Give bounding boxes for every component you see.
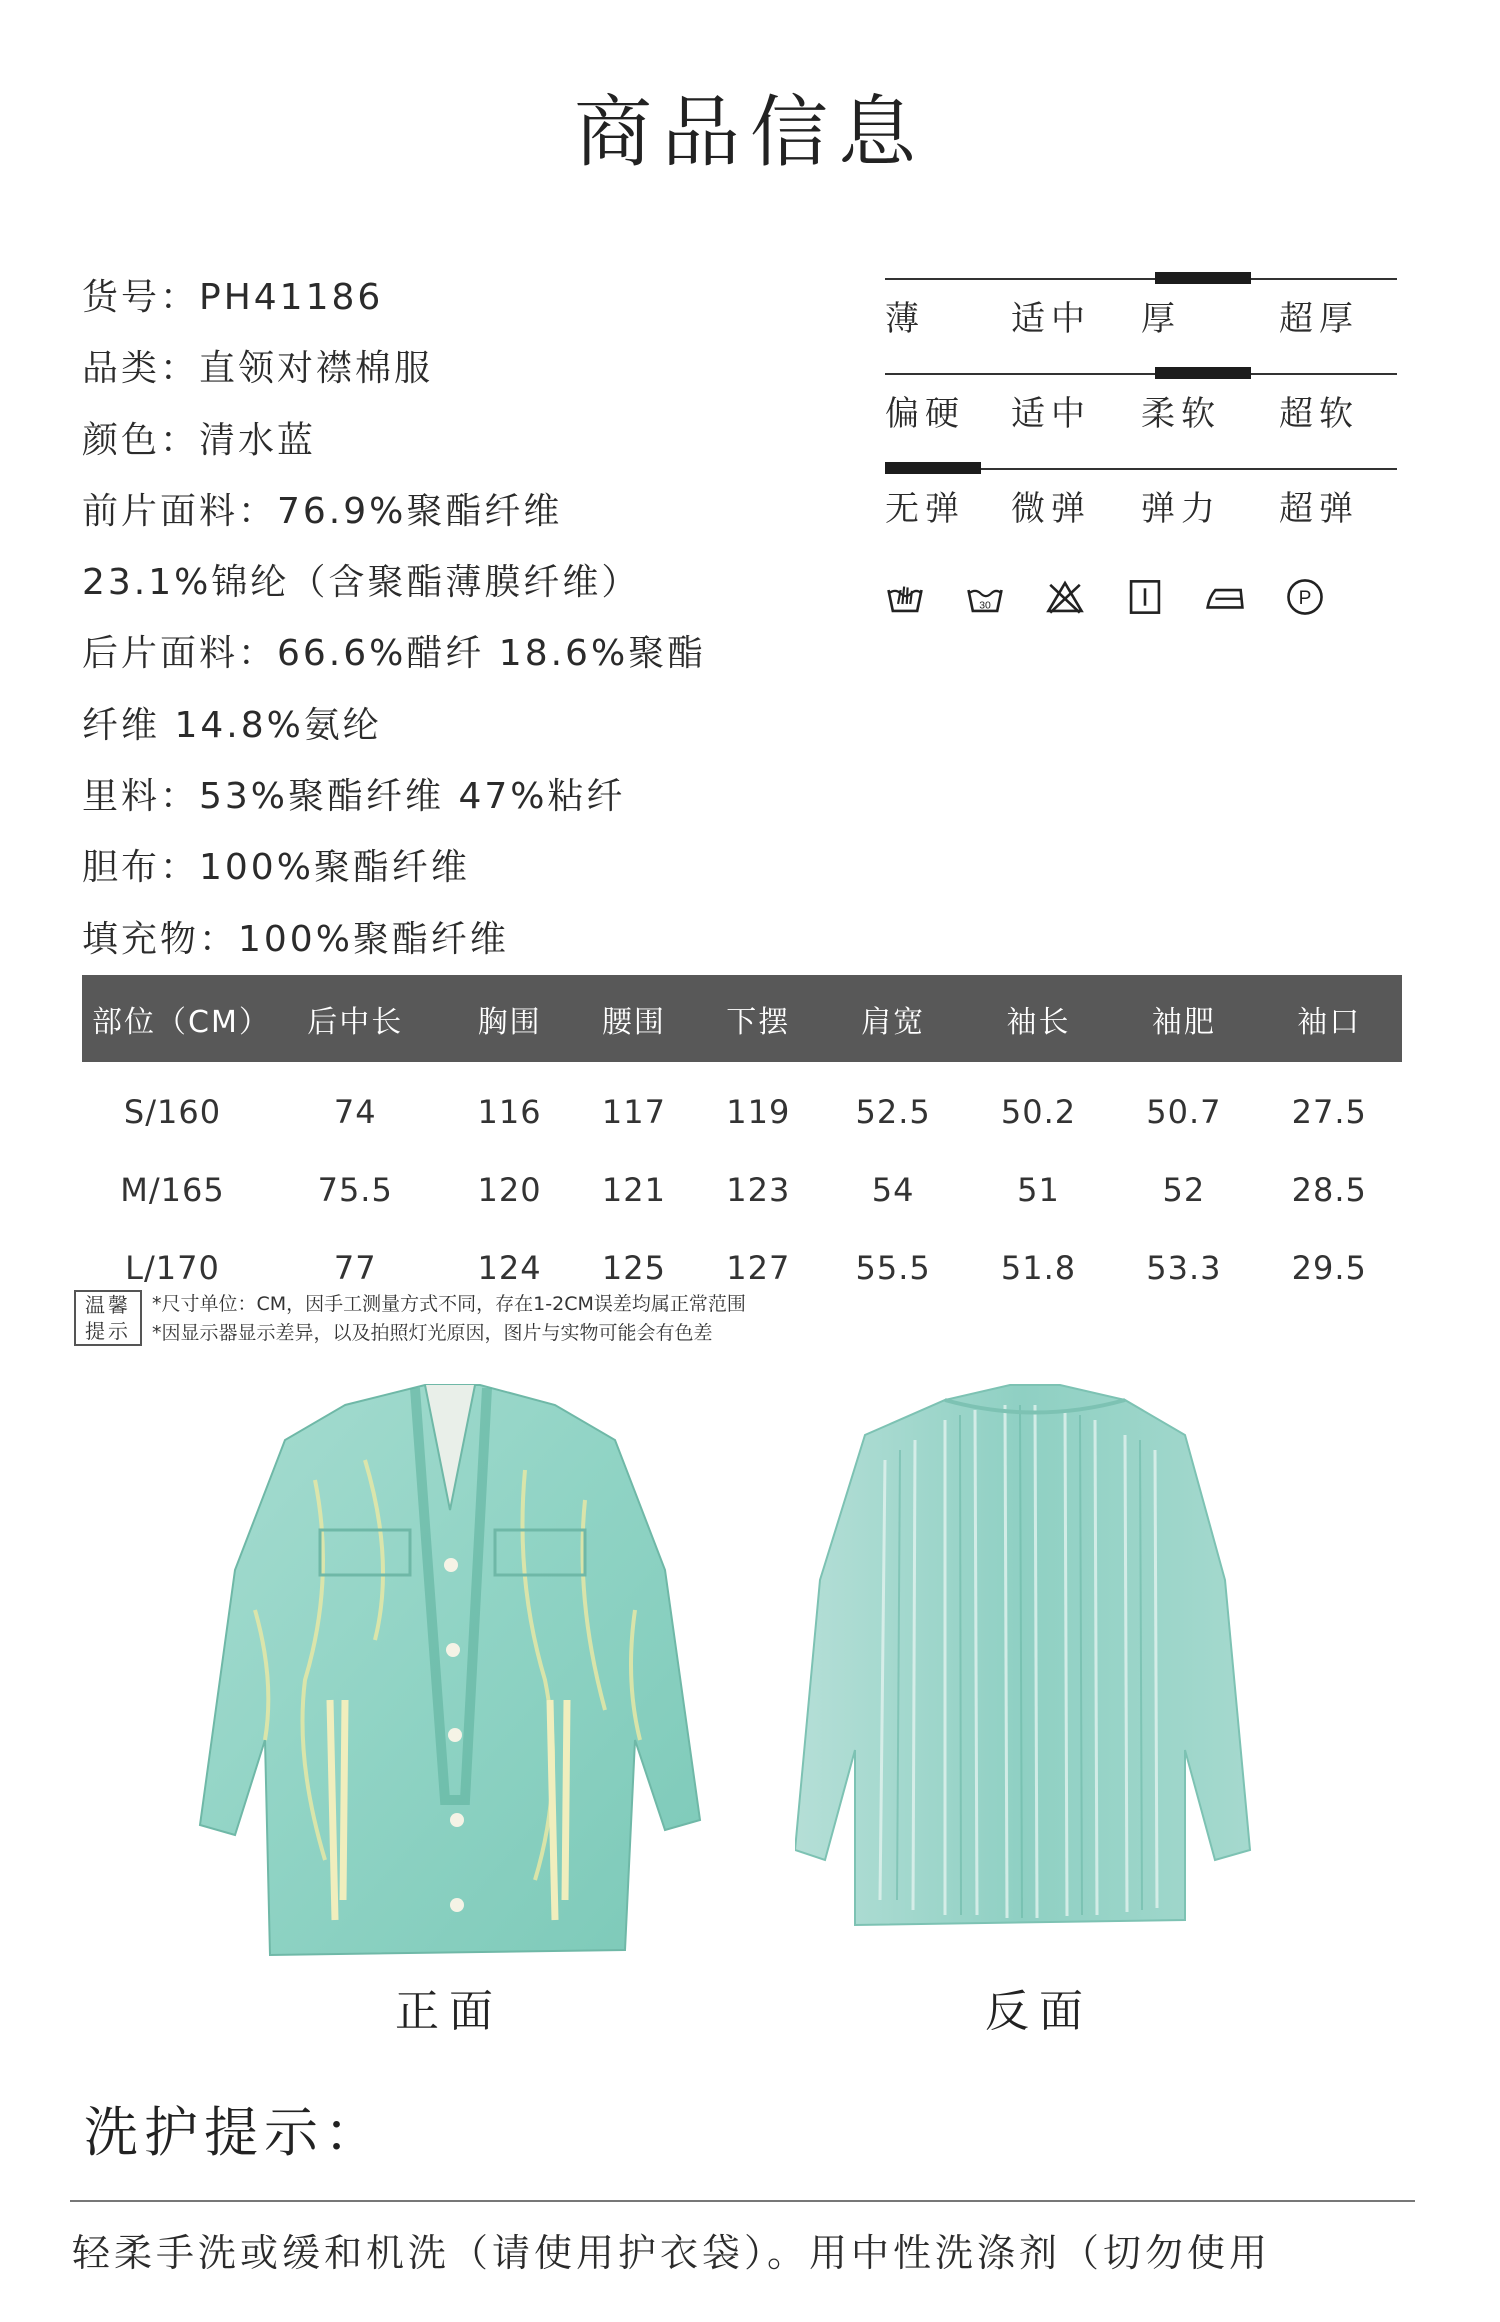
- info-category: 品类：直领对襟棉服: [82, 348, 434, 390]
- header-cell: 胸围: [447, 975, 571, 1062]
- scale-option: 超厚: [1279, 299, 1359, 339]
- softness-scale: [885, 365, 1397, 460]
- tip-badge-bottom: 提示: [85, 1319, 131, 1343]
- scale-option: 超软: [1279, 394, 1359, 434]
- iron-low-icon: [1205, 575, 1245, 619]
- table-cell: 123: [726, 1171, 791, 1209]
- header-cell: 袖长: [966, 975, 1111, 1062]
- thickness-scale: [885, 270, 1397, 365]
- header-cell: 后中长: [263, 975, 447, 1062]
- table-cell: 51.8: [1000, 1249, 1077, 1287]
- tip-box: [74, 1290, 874, 1350]
- scale-rule: [885, 373, 1397, 375]
- table-cell: 50.7: [1146, 1093, 1222, 1131]
- table-cell: 77: [333, 1249, 377, 1287]
- header-cell: 部位（CM）: [82, 975, 263, 1062]
- back-caption: 反面: [985, 1986, 1093, 2037]
- scale-marker: [1155, 367, 1251, 379]
- header-cell: 下摆: [696, 975, 820, 1062]
- care-icons: [885, 575, 1325, 625]
- table-cell: 75.5: [317, 1171, 393, 1209]
- table-row: [82, 1062, 1402, 1151]
- scale-option: 偏硬: [885, 394, 965, 434]
- care-text: 轻柔手洗或缓和机洗（请使用护衣袋）。用中性洗涤剂（切勿使用: [72, 2231, 1272, 2275]
- page-title: 商品信息: [573, 88, 926, 178]
- scale-option: 微弹: [1011, 489, 1091, 529]
- table-cell: 74: [333, 1093, 377, 1131]
- hand-wash-icon: [885, 575, 925, 619]
- scale-marker: [885, 462, 981, 474]
- table-cell: 27.5: [1291, 1093, 1367, 1131]
- scale-option: 弹力: [1141, 489, 1221, 529]
- tip-note: *因显示器显示差异，以及拍照灯光原因，图片与实物可能会有色差: [152, 1322, 713, 1344]
- scale-option: 薄: [885, 299, 925, 339]
- size-label: M/165: [120, 1171, 225, 1209]
- tip-notes: [152, 1290, 746, 1348]
- jacket-back-photo: [795, 1380, 1255, 1940]
- info-back-fabric-cont: 纤维 14.8%氨纶: [82, 704, 382, 746]
- info-color: 颜色：清水蓝: [82, 419, 317, 461]
- wash-30-icon: [965, 575, 1005, 619]
- scale-marker: [1155, 272, 1251, 284]
- table-cell: 50.2: [1000, 1093, 1077, 1131]
- care-title: 洗护提示：: [84, 2101, 384, 2164]
- table-cell: 54: [871, 1171, 915, 1209]
- scale-option: 厚: [1141, 299, 1181, 339]
- header-cell: 腰围: [572, 975, 696, 1062]
- table-cell: 127: [726, 1249, 791, 1287]
- tip-badge-top: 温馨: [85, 1293, 131, 1317]
- table-cell: 55.5: [855, 1249, 931, 1287]
- front-caption: 正面: [395, 1986, 503, 2037]
- header-cell: 肩宽: [820, 975, 965, 1062]
- scale-option: 无弹: [885, 489, 965, 529]
- table-cell: 28.5: [1291, 1171, 1367, 1209]
- table-cell: 52: [1162, 1171, 1206, 1209]
- table-cell: 119: [726, 1093, 791, 1131]
- table-cell: 52.5: [855, 1093, 931, 1131]
- size-label: L/170: [125, 1249, 220, 1287]
- scale-option: 柔软: [1141, 394, 1221, 434]
- tip-badge: [74, 1290, 142, 1346]
- table-cell: 125: [601, 1249, 666, 1287]
- scale-option: 适中: [1011, 299, 1091, 339]
- info-inner: 胆布：100%聚酯纤维: [82, 847, 470, 889]
- dry-clean-label: P: [1298, 587, 1312, 609]
- product-info: [82, 262, 842, 975]
- header-cell: 袖口: [1257, 975, 1402, 1062]
- header-cell: 袖肥: [1111, 975, 1256, 1062]
- table-cell: 121: [601, 1171, 666, 1209]
- size-label: S/160: [123, 1093, 222, 1131]
- info-sku: 货号：PH41186: [82, 277, 384, 318]
- divider: [70, 2200, 1415, 2202]
- size-table-header: [82, 975, 1402, 1062]
- table-cell: 51: [1017, 1171, 1060, 1209]
- no-bleach-icon: [1045, 575, 1085, 619]
- table-cell: 124: [477, 1249, 542, 1287]
- info-front-fabric: 前片面料：76.9%聚酯纤维: [82, 490, 563, 532]
- table-cell: 120: [477, 1171, 542, 1209]
- dry-clean-p-icon: [1285, 575, 1325, 619]
- scale-rule: [885, 278, 1397, 280]
- info-lining: 里料：53%聚酯纤维 47%粘纤: [82, 776, 626, 818]
- tip-note: *尺寸单位：CM，因手工测量方式不同，存在1-2CM误差均属正常范围: [152, 1293, 746, 1315]
- size-table: [82, 975, 1402, 1307]
- table-cell: 117: [601, 1093, 666, 1131]
- table-row: [82, 1151, 1402, 1229]
- elasticity-scale: [885, 460, 1397, 555]
- info-back-fabric: 后片面料：66.6%醋纤 18.6%聚酯: [82, 633, 707, 675]
- attribute-scales: [885, 270, 1397, 555]
- info-filling: 填充物：100%聚酯纤维: [82, 918, 509, 960]
- table-cell: 116: [477, 1093, 542, 1131]
- scale-option: 适中: [1011, 394, 1091, 434]
- table-cell: 29.5: [1291, 1249, 1367, 1287]
- info-front-fabric-cont: 23.1%锦纶（含聚酯薄膜纤维）: [82, 562, 641, 604]
- line-dry-icon: [1125, 575, 1165, 619]
- table-cell: 53.3: [1146, 1249, 1222, 1287]
- jacket-front-photo: [195, 1380, 705, 1960]
- scale-option: 超弹: [1279, 489, 1359, 529]
- wash-temp-label: 30: [979, 600, 991, 612]
